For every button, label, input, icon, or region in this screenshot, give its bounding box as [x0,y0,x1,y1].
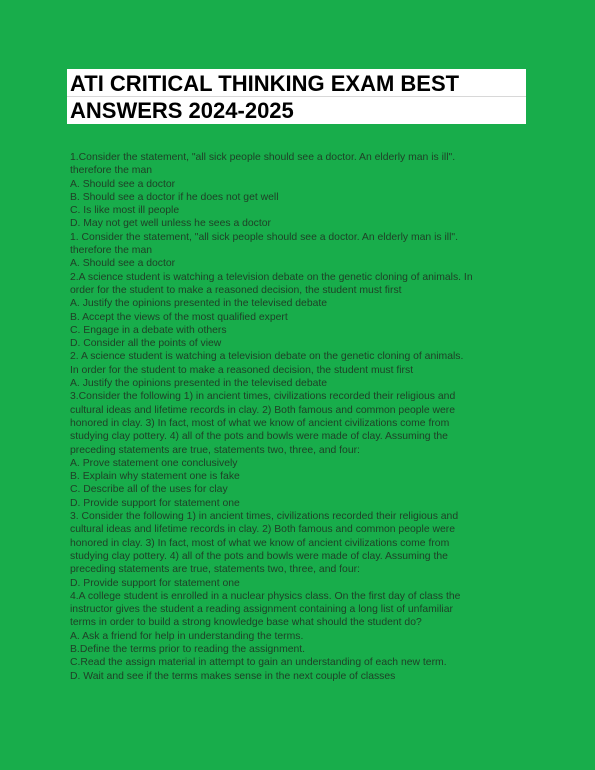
body-line: order for the student to make a reasoned decision, the student must first [70,284,402,296]
body-line: cultural ideas and lifetime records in clay. 2) Both famous and common people were [70,404,456,416]
document-body [70,151,530,683]
body-line: B. Should see a doctor if he does not get well [70,191,279,203]
body-line: A. Justify the opinions presented in the televised debate [70,378,328,390]
title-box [67,69,526,124]
body-line: 4.A college student is enrolled in a nuclear physics class. On the first day of class the [70,590,461,602]
body-line: D. May not get well unless he sees a doctor [70,218,271,230]
body-line: D. Provide support for statement one [70,577,240,589]
document-title-line-2: ANSWERS 2024-2025 [70,98,294,123]
body-line: D. Provide support for statement one [70,497,240,509]
body-line: A. Ask a friend for help in understanding the terms. [70,630,304,642]
title-divider [67,96,526,97]
document-title-line-1: ATI CRITICAL THINKING EXAM BEST [70,71,460,96]
body-line: B. Explain why statement one is fake [70,471,240,483]
body-line: A. Prove statement one conclusively [70,457,238,469]
body-line: A. Should see a doctor [70,258,176,270]
body-line: C.Read the assign material in attempt to gain an understanding of each new term. [70,657,447,669]
body-line: A. Should see a doctor [70,178,176,190]
body-line: C. Engage in a debate with others [70,324,227,336]
body-line: In order for the student to make a reasoned decision, the student must first [70,364,414,376]
body-line: preceding statements are true, statements two, three, and four: [70,444,360,456]
body-line: 1.Consider the statement, "all sick people should see a doctor. An elderly man is ill". [70,152,456,163]
body-line: 2.A science student is watching a television debate on the genetic cloning of animals. In [70,271,473,283]
body-line: 3. Consider the following 1) in ancient times, civilizations recorded their religious and [70,511,459,523]
body-line: 3.Consider the following 1) in ancient times, civilizations recorded their religious and [70,391,456,403]
body-line: 1. Consider the statement, "all sick people should see a doctor. An elderly man is ill". [70,231,458,243]
body-line: B. Accept the views of the most qualified expert [70,311,288,323]
body-line: terms in order to build a strong knowledge base what should the student do? [70,617,422,629]
body-line: C. Is like most ill people [70,205,180,217]
body-line: 2. A science student is watching a television debate on the genetic cloning of animals. [70,351,464,363]
body-line: A. Justify the opinions presented in the televised debate [70,298,328,310]
body-line: honored in clay. 3) In fact, most of what we know of ancient civilizations come from [70,417,450,429]
body-line: D. Wait and see if the terms makes sense in the next couple of classes [70,670,396,682]
body-line: preceding statements are true, statements two, three, and four: [70,564,360,576]
body-line: C. Describe all of the uses for clay [70,484,228,496]
body-line: cultural ideas and lifetime records in clay. 2) Both famous and common people were [70,524,456,536]
body-line: studying clay pottery. 4) all of the pots and bowls were made of clay. Assuming the [70,431,448,443]
body-line: honored in clay. 3) In fact, most of what we know of ancient civilizations come from [70,537,450,549]
body-line: B.Define the terms prior to reading the assignment. [70,643,306,655]
body-line: studying clay pottery. 4) all of the pots and bowls were made of clay. Assuming the [70,550,448,562]
body-line: therefore the man [70,245,153,257]
body-line: instructor gives the student a reading assignment containing a long list of unfamiliar [70,604,453,616]
body-line: D. Consider all the points of view [70,338,222,350]
body-line: therefore the man [70,165,153,177]
